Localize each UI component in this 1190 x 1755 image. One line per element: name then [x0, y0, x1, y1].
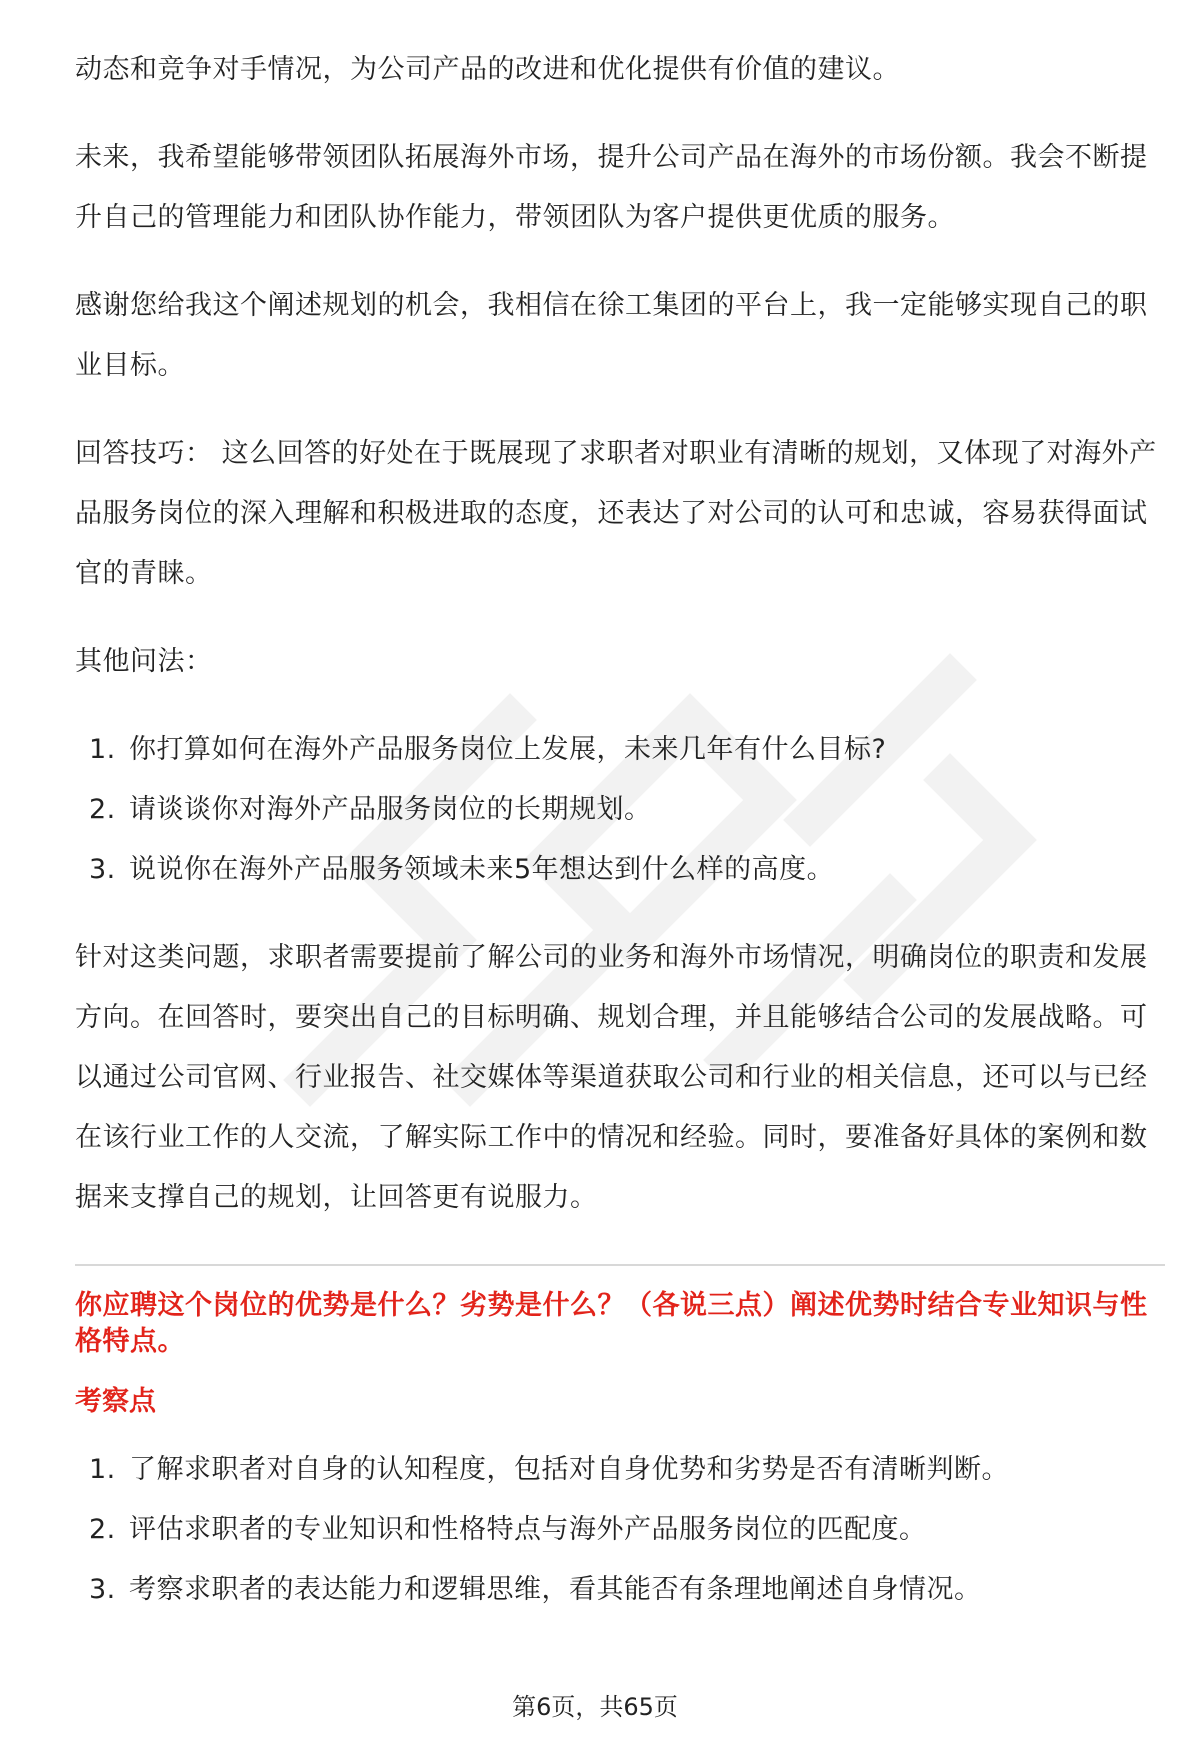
list-item: 3. 说说你在海外产品服务领域未来5年想达到什么样的高度。 [89, 854, 835, 885]
document-body [75, 40, 1165, 1648]
exam-points-list [75, 1440, 1165, 1620]
exam-points-heading: 考察点 [75, 1386, 156, 1417]
list-item: 1. 你打算如何在海外产品服务岗位上发展，未来几年有什么目标? [89, 734, 887, 765]
list-item: 1. 了解求职者对自身的认知程度，包括对自身优势和劣势是否有清晰判断。 [89, 1454, 1009, 1485]
page-footer: 第6页，共65页 [512, 1693, 678, 1721]
paragraph-continuation: 动态和竞争对手情况，为公司产品的改进和优化提供有价值的建议。 [75, 54, 900, 85]
interview-question-heading: 你应聘这个岗位的优势是什么？劣势是什么？（各说三点）阐述优势时结合专业知识与性格特点。 [75, 1290, 1148, 1357]
paragraph-answer-tips: 回答技巧： 这么回答的好处在于既展现了求职者对职业有清晰的规划，又体现了对海外产品服务岗位的深入理解和积极进取的态度，还表达了对公司的认可和忠诚，容易获得面试官的青睐。 [75, 438, 1157, 589]
paragraph-future: 未来，我希望能够带领团队拓展海外市场，提升公司产品在海外的市场份额。我会不断提升自己的管理能力和团队协作能力，带领团队为客户提供更优质的服务。 [75, 142, 1148, 233]
list-item: 2. 请谈谈你对海外产品服务岗位的长期规划。 [89, 794, 652, 825]
section-divider [75, 1264, 1165, 1266]
paragraph-advice: 针对这类问题，求职者需要提前了解公司的业务和海外市场情况，明确岗位的职责和发展方向。在回答时，要突出自己的目标明确、规划合理，并且能够结合公司的发展战略。可以通过公司官网、行业报告、社交媒体等渠道获取公司和行业的相关信息，还可以与已经在该行业工作的人交流，了解实际工作中的情况和经验。同时，要准备好具体的案例和数据来支撑自己的规划，让回答更有说服力。 [75, 942, 1148, 1213]
list-item: 3. 考察求职者的表达能力和逻辑思维，看其能否有条理地阐述自身情况。 [89, 1574, 982, 1605]
paragraph-other-questions-label: 其他问法： [75, 646, 213, 677]
other-questions-list [75, 720, 1165, 900]
list-item: 2. 评估求职者的专业知识和性格特点与海外产品服务岗位的匹配度。 [89, 1514, 927, 1545]
paragraph-thanks: 感谢您给我这个阐述规划的机会，我相信在徐工集团的平台上，我一定能够实现自己的职业目标。 [75, 290, 1148, 381]
